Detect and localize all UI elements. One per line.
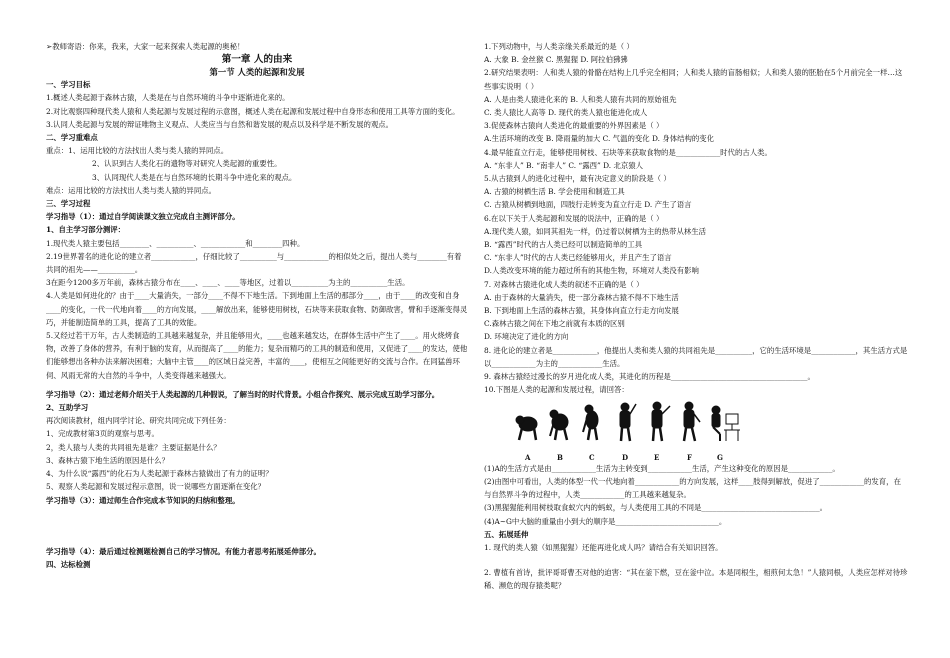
key-point: 2、认识到古人类化石的遗物等对研究人类起源的重要性。 — [92, 159, 282, 169]
guide-4: 学习指导（4）：最后通过检测题检测自己的学习情况。有能力者思考拓展延伸部分。 — [46, 546, 321, 556]
mutual-heading: 2、互助学习 — [46, 403, 89, 413]
goal-item: 3.认同人类起源与发展的辩证唯物主义观点、人类应当与自然和谐发展的观点以及科学是不断发展的观点。 — [46, 119, 394, 129]
goal-item: 1.概述人类起源于森林古猿，人类是在与自然环境的斗争中逐渐进化来的。 — [46, 93, 290, 103]
figure-letter: D — [622, 452, 629, 462]
question-line: D. 环境决定了进化的方向 — [484, 332, 569, 342]
question-line: 1.下列动物中，与人类亲缘关系最近的是（ ） — [484, 42, 634, 51]
extension-heading: 五、拓展延伸 — [484, 529, 529, 539]
question-line: B. “露西”时代的古人类已经可以制造简单的工具 — [484, 240, 643, 250]
question-line: 3.促使森林古猿向人类进化的最重要的外界因素是（ ） — [484, 121, 664, 131]
question-line: C. 类人猿比人高等 D. 现代的类人猿也能进化成人 — [484, 108, 648, 118]
self-study-item: 4.人类是如何进化的？由于____大量消失，一部分____不得不下地生活。下到地面上生活的那部分____，由于____的改变和自身____的变化，一代一代地向着____的方向发展，____解放出来，能够使用树枝，石块等来获取食物、防御敌害，臂和手逐渐变得灵巧，并能制造简单的工具，提高了工具的效能。 — [46, 291, 468, 327]
question-line: A. 由于森林的大量消失，使一部分森林古猿不得不下地生活 — [484, 292, 679, 302]
mutual-item: 1、完成教材第3页的观察与思考。 — [46, 429, 159, 439]
figure-letter: F — [687, 452, 692, 462]
check-heading: 四、达标检测 — [46, 559, 91, 569]
figure-letter: C — [589, 452, 595, 462]
goals-heading: 一、学习目标 — [46, 80, 91, 90]
question-line: 7. 对森林古猿进化成人类的叙述不正确的是（ ） — [484, 279, 644, 289]
teacher-note: ➢教师寄语：你来，我来，大家一起来探索人类起源的奥秘！ — [46, 42, 245, 51]
figure-letter: E — [654, 452, 660, 462]
guide-1: 学习指导（1）：通过自学阅读课文独立完成自主测评部分。 — [46, 212, 240, 222]
question-line: C. “东非人”时代的古人类已经能够用火，并且产生了语言 — [484, 253, 672, 263]
mutual-item: 4、为什么说“露西”的化石为人类起源于森林古猿做出了有力的证明？ — [46, 469, 273, 479]
answer-line: (3)黑猩猩能利用树枝取食蚁穴内的蚂蚁，与人类使用工具的不同是________________________________。 — [484, 503, 828, 513]
answer-line: (2)由图中可看出，人类的体型一代一代地向着____________的方向发展，这样____肢得到解放，促进了____________的发育，在与自然界斗争的过程中，人类____________的工具越来越复杂。 — [484, 476, 901, 500]
question-line: A. 古猿的树栖生活 B. 学会使用和制造工具 — [484, 187, 625, 197]
question-line: 8. 进化论的建立者是____________，他提出人类和类人猿的共同祖先是__________，它的生活环境是____________，其生活方式是以____________为主的____________生活。 — [484, 345, 908, 368]
question-line: A. 人是由类人猿进化来的 B. 人和类人猿有共同的原始祖先 — [484, 94, 677, 104]
key-point: 3、认同现代人类是在与自然环境的长期斗争中进化来的观点。 — [92, 172, 297, 182]
question-line: A. “东非人” B. “南非人” C. “露西” D. 北京猿人 — [484, 160, 644, 170]
right-column — [484, 40, 908, 593]
self-study-heading: 1、自主学习部分测评： — [46, 225, 126, 235]
figure-g-modern-human-at-computer — [712, 406, 740, 441]
question-line: D.人类改变环境的能力超过所有的其他生物，环境对人类没有影响 — [484, 266, 699, 276]
question-line: 5.从古猿到人的进化过程中，最有决定意义的阶段是（ ） — [484, 174, 671, 184]
difficulty: 难点：运用比较的方法找出人类与类人猿的异同点。 — [46, 185, 216, 195]
question-line: 4.最早能直立行走，能够使用树枝、石块等来获取食物的是____________时代的古人类。 — [484, 147, 772, 157]
self-study-item: 1.现代类人猿主要包括________、__________、____________和________四种。 — [46, 238, 305, 248]
figure-letter: B — [557, 452, 563, 462]
question-line: 2.研究结果表明：人和类人猿的骨骼在结构上几乎完全相同；人和类人猿的盲肠相似；人和类人猿的胚胎在5个月前完全一样…这些事实说明（ ） — [484, 68, 903, 91]
figure-f-human — [684, 402, 700, 441]
question-line: C.森林古猿之间在下地之前就有本质的区别 — [484, 319, 625, 329]
guide-2: 学习指导（2）：通过老师介绍关于人类起源的几种假说，了解当时的时代背景。小组合作探究、展示完成互助学习部分。 — [46, 389, 440, 399]
answer-line: (4)A~G中大脑的重量由小到大的顺序是____________________________。 — [484, 516, 727, 526]
question-line: 9. 森林古猿经过漫长的岁月进化成人类，其进化的历程是_____________________________________。 — [484, 372, 815, 382]
chapter-title: 第一章 人的由来 — [221, 54, 293, 66]
left-column — [46, 40, 468, 571]
process-heading: 三、学习过程 — [46, 199, 91, 209]
figure-c-hominid — [583, 405, 598, 440]
blank-space — [46, 507, 468, 527]
figure-letter-row — [512, 451, 742, 462]
section-title: 第一节 人类的起源和发展 — [209, 67, 305, 78]
figure-letter: A — [525, 452, 531, 462]
question-line: C. 古猿从树栖到地面，四肢行走转变为直立行走 D. 产生了语言 — [484, 200, 692, 210]
figure-b-ape — [550, 410, 568, 440]
extension-item: 2. 曹植有首诗，批评哥哥曹丕对他的迫害：“其在釜下燃，豆在釜中泣。本是同根生，相煎何太急！”人猿同根，人类应怎样对待珍稀、濒危的现存猿类呢？ — [484, 568, 908, 591]
figure-letter: G — [717, 452, 723, 462]
mutual-intro: 再次阅读教材，组内同学讨论、研究共同完成下列任务： — [46, 416, 231, 426]
mutual-item: 3、森林古猿下地生活的原因是什么？ — [46, 455, 169, 465]
mutual-item: 5、观察人类起源和发展过程示意图，说一说哪些方面逐渐在变化？ — [46, 482, 266, 492]
question-line: 6.在以下关于人类起源和发展的说法中，正确的是（ ） — [484, 213, 664, 223]
question-line: A.现代类人猿，如同其祖先一样，仍过着以树栖为主的热带从林生活 — [484, 226, 707, 236]
key-point: 重点：1、运用比较的方法找出人类与类人猿的异同点。 — [46, 146, 229, 156]
self-study-item: 5.又经过若干万年，古人类制造的工具越来越复杂，并且能够用火，____也越来越发达，在群体生活中产生了____。用火烧烤食物，改善了身体的营养，有利于脑的发育，从而提高了____的能力；复杂而精巧的工具的制造和使用，又促进了____的发达，使他们能够想出各种办法来解决困难；大脑中主管____的区域日益完善，丰富的____，使相互之间能更好的交流与合作。在同猛兽环伺、风雨无常的大自然的斗争中，人类变得越来越强大。 — [46, 331, 468, 380]
figure-e-human — [652, 402, 670, 441]
mutual-item: 2，类人猿与人类的共同祖先是谁？主要证据是什么？ — [46, 442, 221, 452]
goal-item: 2.对比观察四种现代类人猿和人类起源与发展过程的示意图，概述人类在起源和发展过程中自身形态和使用工具等方面的变化。 — [46, 106, 460, 116]
blank-space — [46, 527, 468, 545]
human-evolution-figure — [512, 400, 742, 444]
figure-d-hominid — [620, 403, 636, 441]
guide-3: 学习指导（3）：通过师生合作完成本节知识的归纳和整理。 — [46, 495, 240, 505]
figure-a-ape — [516, 416, 537, 440]
question-line: B. 下到地面上生活的森林古猿，其身体向直立行走方向发展 — [484, 306, 679, 316]
extension-item: 1. 现代的类人猿（如黑猩猩）还能再进化成人吗？请结合有关知识回答。 — [484, 542, 723, 552]
question-line: A.生活环境的改变 B. 降雨量的加大 C. 气温的变化 D. 身体结构的变化 — [484, 134, 715, 144]
answer-line: (1)A的生活方式是由____________生活为主转变到____________生活，产生这种变化的原因是____________。 — [484, 463, 840, 473]
keys-heading: 二、学习重难点 — [46, 133, 98, 143]
question-line: A. 大象 B. 金丝猴 C. 黑猩猩 D. 阿拉伯狒狒 — [484, 55, 628, 65]
self-study-item: 3在距今1200多万年前，森林古猿分布在____、____、____等地区，过着以__________为主的__________生活。 — [46, 278, 410, 288]
question-line: 10.下图是人类的起源和发展过程，请回答： — [484, 385, 629, 395]
self-study-item: 2.19世界著名的进化论的建立者____________，仔细比较了__________与____________的相似处之后，提出人类与________有着共同的祖先——__________。 — [46, 251, 462, 275]
